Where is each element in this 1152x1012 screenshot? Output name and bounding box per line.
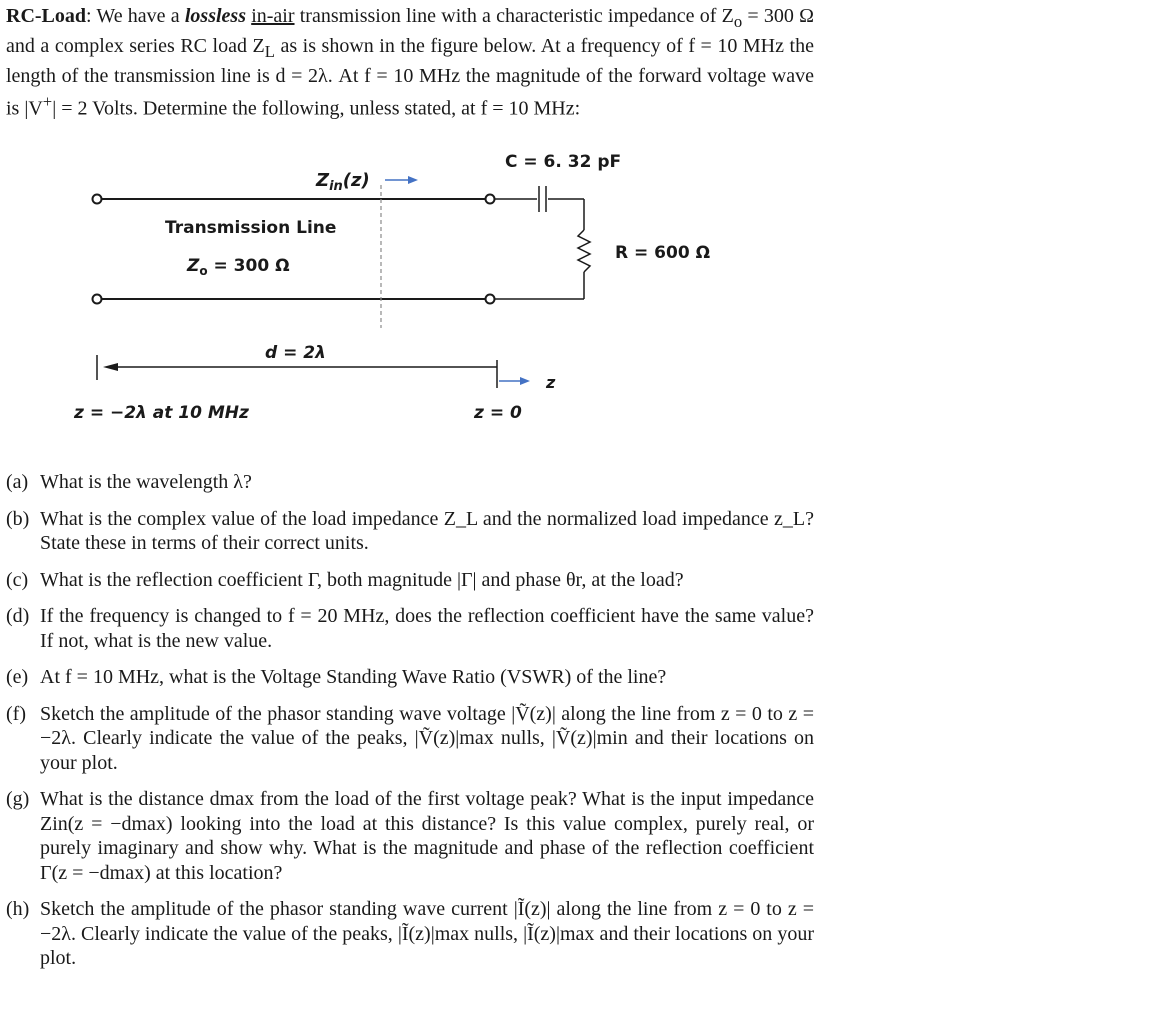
question-text: What is the complex value of the load impedance Z_L and the normalized load impedance z_L? State these in terms of their correct units. [40, 507, 814, 554]
characteristic-impedance-label: $Z_o = 300$ Ω [187, 256, 290, 278]
question-item [6, 604, 814, 653]
in-air-term: in-air [251, 5, 295, 27]
resistor-zigzag [578, 230, 590, 272]
intro-text-5: | = 2 Volts. Determine the following, unless stated, at f = 10 MHz: [52, 97, 581, 120]
question-text: What is the distance dmax from the load of the first voltage peak? What is the input impedance Zin(z = −dmax) looking into the load at this distance? Is this value complex, purely real, or purely imaginary and show why. What is the magnitude and phase of the reflection coefficient Γ(z = −dmax) at this location? [40, 788, 814, 884]
intro-sub-L: L [264, 42, 275, 61]
question-label: (g) [6, 788, 30, 810]
question-text: At f = 10 MHz, what is the Voltage Standing Wave Ratio (VSWR) of the line? [40, 666, 667, 688]
intro-text-2: transmission line with a characteristic impedance of Z [294, 5, 734, 27]
z-axis-label: z [546, 373, 556, 392]
z-axis-head [520, 377, 530, 385]
intro-sup-plus: + [42, 92, 53, 111]
resistance-label: R = 600 Ω [615, 243, 711, 263]
question-text: What is the reflection coefficient Γ, both magnitude |Γ| and phase θr, at the load? [40, 568, 684, 591]
question-label: (e) [6, 666, 29, 688]
zin-label: $Z_{in}(z)$ [316, 170, 370, 194]
question-label: (a) [6, 471, 29, 493]
load-top-terminal [486, 195, 495, 204]
question-item [6, 665, 814, 690]
question-item [6, 702, 814, 776]
intro-text-3: = 300 Ω and a complex series RC load Z [6, 5, 814, 57]
question-text: If the frequency is changed to f = 20 MHz, does the reflection coefficient have the same value? If not, what is the new value. [40, 605, 814, 652]
intro-text-4: as is shown in the figure below. At a frequency of f = 10 MHz the length of the transmission line is d = 2λ. At f = 10 MHz the magnitude of the forward voltage wave is |V [6, 35, 814, 120]
question-text: Sketch the amplitude of the phasor standing wave voltage |Ṽ(z)| along the line from z = 0 to z = −2λ. Clearly indicate the value of the peaks, |Ṽ(z)|max nulls, |Ṽ(z)|min and their locations on your plot. [40, 702, 814, 774]
question-label: (f) [6, 702, 26, 725]
question-text: What is the wavelength λ? [40, 471, 252, 493]
load-bottom-terminal [486, 295, 495, 304]
lossless-term: lossless [184, 5, 246, 27]
question-list [6, 470, 814, 983]
z-zero-label: z = 0 [474, 403, 522, 423]
question-item [6, 470, 814, 495]
capacitance-label: C = 6. 32 pF [505, 152, 622, 172]
question-label: (h) [6, 898, 30, 920]
intro-sub-o: o [733, 12, 743, 31]
dimension-arrow-head [103, 363, 118, 371]
intro-text-1: : We have a [86, 5, 185, 27]
question-label: (b) [6, 507, 30, 530]
transmission-line-label: Transmission Line [165, 218, 337, 238]
problem-label: RC-Load [6, 5, 87, 27]
question-text: Sketch the amplitude of the phasor standing wave current |Ĩ(z)| along the line from z = 0 to z = −2λ. Clearly indicate the value of the peaks, |Ĩ(z)|max nulls, |Ĩ(z)|max and their locations on your plot. [40, 898, 814, 969]
zin-arrow-head [408, 176, 418, 184]
left-top-terminal [93, 195, 102, 204]
question-item [6, 787, 814, 885]
question-item [6, 568, 814, 593]
question-label: (d) [6, 605, 30, 627]
question-label: (c) [6, 568, 29, 591]
circuit-figure [0, 0, 1152, 450]
length-label: d = 2λ [265, 343, 326, 363]
z-left-label: z = −2λ at 10 MHz [74, 403, 249, 423]
question-item [6, 507, 814, 556]
left-bottom-terminal [93, 295, 102, 304]
question-item [6, 897, 814, 971]
